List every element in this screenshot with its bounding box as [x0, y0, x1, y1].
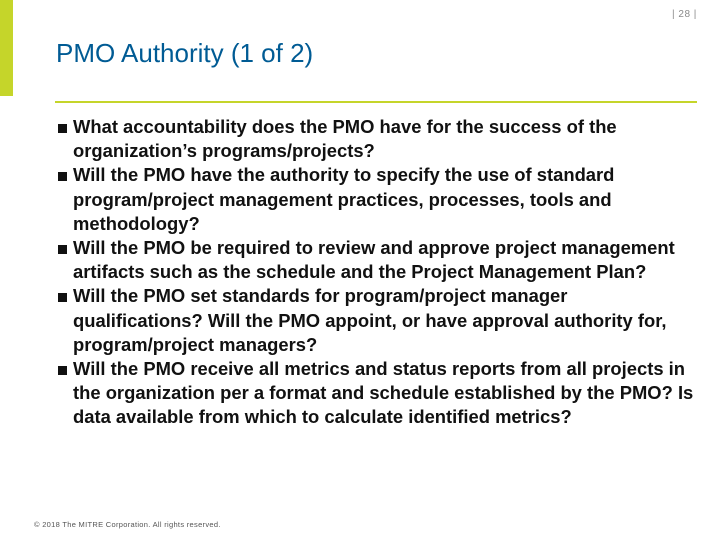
square-bullet-icon: [58, 172, 67, 181]
bullet-text: Will the PMO receive all metrics and status reports from all projects in the organization per a format and schedule established by the PMO? Is data available from which to calculate identified metrics?: [73, 358, 694, 428]
square-bullet-icon: [58, 293, 67, 302]
bullet-text: Will the PMO have the authority to specify the use of standard program/project management practices, processes, tools and methodology?: [73, 164, 615, 234]
title-divider: [55, 101, 697, 103]
bullet-text: Will the PMO be required to review and approve project management artifacts such as the schedule and the Project Management Plan?: [73, 237, 675, 283]
square-bullet-icon: [58, 366, 67, 375]
bullet-item: [55, 284, 700, 357]
bullet-item: [55, 357, 700, 430]
square-bullet-icon: [58, 245, 67, 254]
bullet-item: [55, 163, 700, 236]
bullet-text: What accountability does the PMO have for the success of the organization’s programs/projects?: [73, 116, 617, 162]
bullet-item: [55, 115, 700, 163]
copyright-footer: © 2018 The MITRE Corporation. All rights reserved.: [34, 520, 221, 529]
page-number: | 28 |: [672, 9, 697, 20]
square-bullet-icon: [58, 124, 67, 133]
slide-title: PMO Authority (1 of 2): [56, 38, 314, 68]
bullet-text: Will the PMO set standards for program/project manager qualifications? Will the PMO appoint, or have approval authority for, program/project managers?: [73, 285, 667, 355]
bullet-item: [55, 236, 700, 284]
bullet-list: [55, 115, 700, 430]
accent-bar: [0, 0, 13, 96]
